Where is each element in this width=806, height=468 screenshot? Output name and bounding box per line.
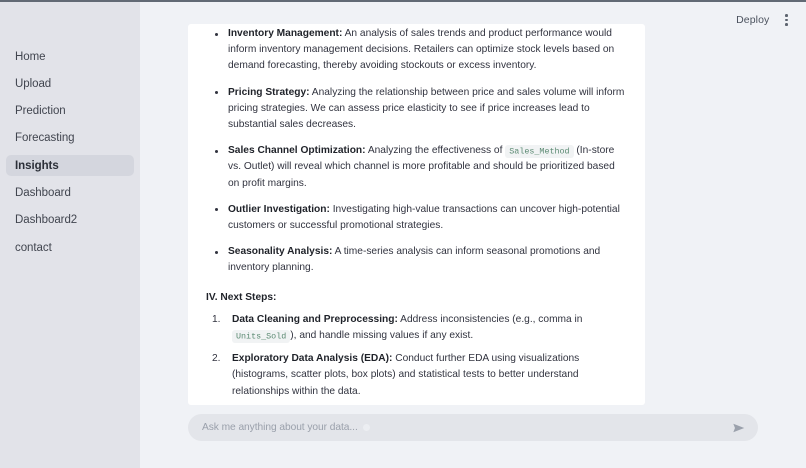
sidebar-item-label: Dashboard2 [15, 214, 78, 227]
sidebar-nav [0, 46, 140, 258]
sidebar-item-dashboard[interactable] [6, 182, 134, 203]
message-body [188, 26, 645, 405]
bullet-body-pre: Analyzing the effectiveness of [365, 145, 506, 157]
sidebar-item-label: Home [15, 50, 46, 63]
step-title: Data Cleaning and Preprocessing: [232, 313, 398, 325]
list-item [206, 202, 627, 234]
bullet-title: Seasonality Analysis: [228, 246, 333, 258]
sidebar-item-dashboard2[interactable] [6, 210, 134, 231]
sidebar-item-label: Upload [15, 77, 52, 90]
list-item [206, 351, 627, 400]
chat-input-field[interactable] [202, 422, 732, 433]
step-body-post: ), and handle missing values if any exist. [290, 330, 474, 342]
assistant-message-card [188, 24, 645, 405]
sidebar-item-label: Dashboard [15, 186, 71, 199]
sidebar-item-contact[interactable] [6, 237, 134, 258]
chat-input-placeholder: Ask me anything about your data... [202, 422, 358, 433]
bullet-title: Pricing Strategy: [228, 86, 310, 98]
kebab-menu-icon[interactable] [783, 12, 790, 28]
step-body-pre: Address inconsistencies (e.g., comma in [397, 313, 583, 325]
bullet-body: A time-series analysis can inform seasonal promotions and inventory planning. [228, 246, 601, 274]
sidebar-item-upload[interactable] [6, 73, 134, 94]
inline-code-units-sold: Units_Sold [232, 330, 290, 343]
bullet-body: An analysis of sales trends and product performance would inform inventory management decisions. Retailers can optimize stock levels based on demand forecasting, thereby avoiding stockouts or excess inventory. [228, 28, 615, 72]
inline-code-sales-method: Sales_Method [505, 145, 573, 158]
sidebar-item-forecasting[interactable] [6, 128, 134, 149]
sidebar-item-label: contact [15, 241, 52, 254]
bullet-body-post: (In-store vs. Outlet) will reveal which channel is more profitable and should be prioritized based on profit margins. [228, 145, 615, 189]
list-item [206, 143, 627, 192]
bullet-body: Analyzing the relationship between price and sales volume will inform pricing strategies. We can assess price elasticity to see if price increases lead to substantial sales decreases. [228, 86, 625, 131]
bullet-body: Investigating high-value transactions can uncover high-potential customers or successful promotional strategies. [228, 203, 620, 232]
sidebar-item-prediction[interactable] [6, 101, 134, 122]
list-item [206, 26, 627, 75]
bullet-title: Outlier Investigation: [228, 203, 330, 215]
insights-bullet-list [206, 26, 627, 277]
list-item [206, 85, 627, 134]
step-title: Exploratory Data Analysis (EDA): [232, 353, 393, 365]
list-item [206, 312, 627, 344]
input-caret-dot [363, 424, 370, 431]
step-body: Conduct further EDA using visualizations (histograms, scatter plots, box plots) and statistical tests to better understand relationships within the data. [232, 353, 580, 397]
next-steps-list [206, 312, 627, 405]
send-arrow-icon[interactable] [732, 421, 746, 435]
sidebar-item-label: Forecasting [15, 132, 75, 145]
bullet-title: Inventory Management: [228, 28, 343, 39]
bullet-title: Sales Channel Optimization: [228, 145, 366, 157]
chat-input-bar[interactable] [188, 414, 758, 441]
next-steps-heading: IV. Next Steps: [206, 291, 277, 303]
sidebar-item-label: Insights [15, 159, 59, 172]
sidebar-item-insights[interactable] [6, 155, 134, 176]
main-content [140, 2, 806, 468]
sidebar-item-home[interactable] [6, 46, 134, 67]
sidebar-item-label: Prediction [15, 105, 66, 118]
list-item [206, 244, 627, 276]
top-border [0, 0, 806, 2]
deploy-button[interactable]: Deploy [736, 14, 770, 26]
sidebar [0, 2, 140, 468]
